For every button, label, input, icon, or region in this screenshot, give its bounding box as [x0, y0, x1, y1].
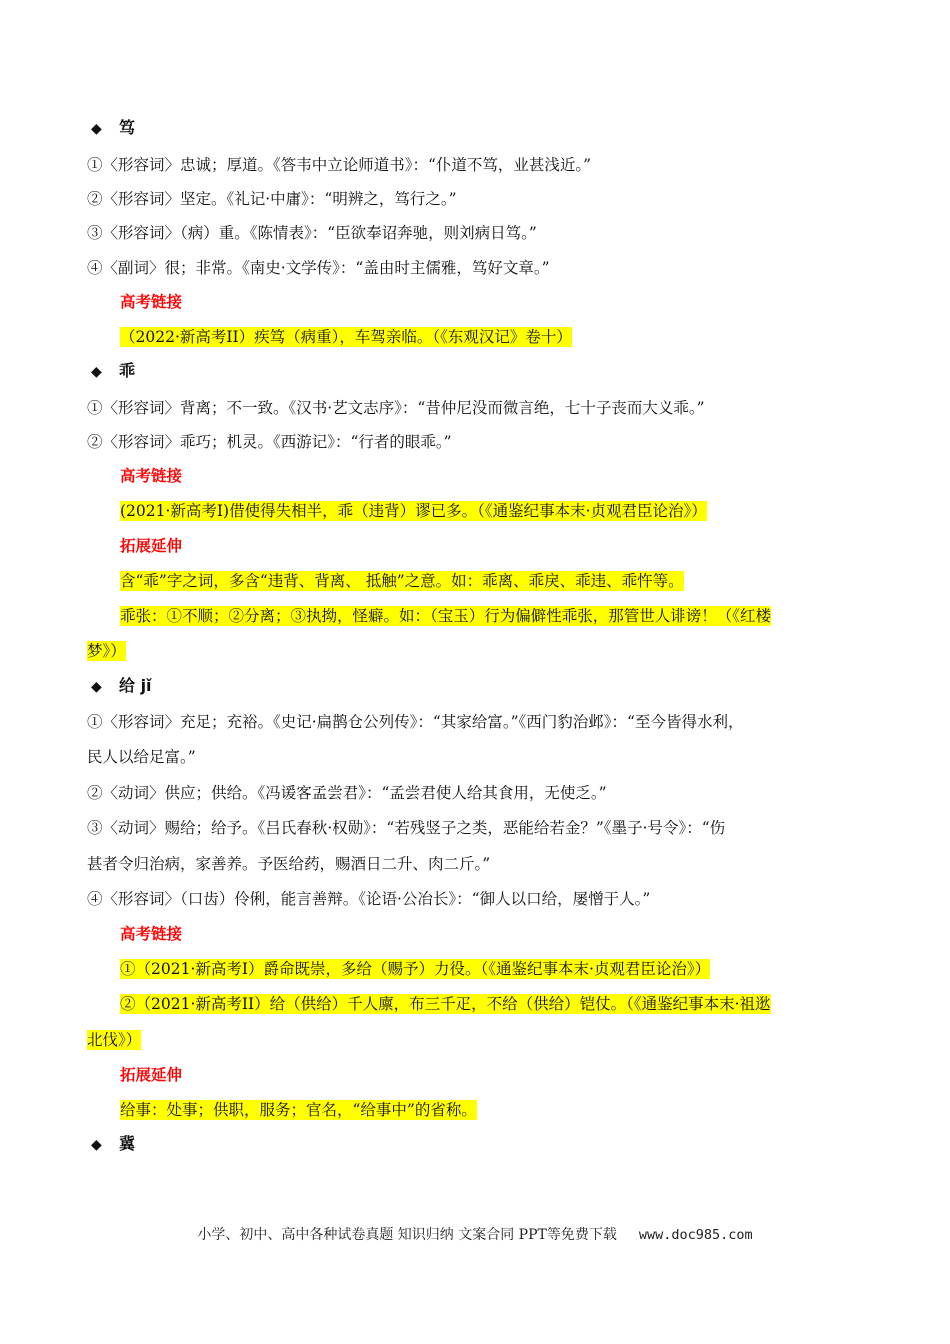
entry-heading-du: ◆ 笃 [87, 116, 135, 141]
sense-line: ④〈形容词〉（口齿）伶俐，能言善辩。《论语·公冶长》：“御人以口给，屡憎于人。” [87, 890, 651, 908]
gaokao-example: 北伐》） [87, 1031, 142, 1049]
sense-line: ①〈形容词〉忠诚；厚道。《答韦中立论师道书》：“仆道不笃，业甚浅近。” [87, 156, 592, 174]
gaokao-example: (2021·新高考I)借使得失相半，乖（违背）谬已多。（《通鉴纪事本末·贞观君臣论治》） [120, 502, 707, 520]
extension-text: 给事：处事；供职，服务；官名，“给事中”的省称。 [120, 1101, 477, 1119]
extension-text: 乖张：①不顺；②分离；③执拗，怪癖。如：（宝玉）行为偏僻性乖张，那管世人诽谤！（《红楼 [120, 607, 772, 625]
page-footer [0, 1224, 950, 1244]
sense-line: ②〈动词〉供应；供给。《冯谖客孟尝君》：“孟尝君使人给其食用，无使乏。” [87, 784, 607, 802]
sense-line: ④〈副词〉很；非常。《南史·文学传》：“盖由时主儒雅，笃好文章。” [87, 259, 550, 277]
sense-line: ③〈形容词〉（病）重。《陈情表》：“臣欲奉诏奔驰，则刘病日笃。” [87, 224, 537, 242]
sense-line: ②〈形容词〉乖巧；机灵。《西游记》：“行者的眼乖。” [87, 433, 452, 451]
sense-line: ③〈动词〉赐给；给予。《吕氏春秋·权勋》：“若残竖子之类，恶能给若金？”《墨子·号令》：“伤 [87, 819, 726, 837]
extension-text: 梦》） [87, 642, 126, 660]
gaokao-label: 高考链接 [120, 467, 183, 485]
footer-url[interactable]: www.doc985.com [638, 1227, 753, 1243]
gaokao-example: ①（2021·新高考I）爵命既崇，多给（赐予）力役。（《通鉴纪事本末·贞观君臣论治》） [120, 960, 711, 978]
footer-text: 小学、初中、高中各种试卷真题 知识归纳 文案合同 PPT等免费下载 [197, 1227, 617, 1243]
sense-line: 民人以给足富。” [87, 748, 196, 766]
entry-heading-guai: ◆ 乖 [87, 359, 135, 384]
diamond-bullet-icon: ◆ [91, 1137, 102, 1153]
sense-line: ①〈形容词〉背离；不一致。《汉书·艺文志序》：“昔仲尼没而微言绝，七十子丧而大义乖。” [87, 399, 705, 417]
sense-line: 甚者令归治病，家善养。予医给药，赐酒日二升、肉二斤。” [87, 855, 491, 873]
extension-label: 拓展延伸 [120, 1066, 183, 1084]
entry-heading-ji: ◆ 给 jǐ [87, 674, 152, 699]
diamond-bullet-icon: ◆ [91, 679, 102, 695]
gaokao-example: ②（2021·新高考II）给（供给）千人廪，布三千疋，不给（供给）铠仗。（《通鉴纪事本末·祖逖 [120, 995, 771, 1013]
gaokao-label: 高考链接 [120, 925, 183, 943]
gaokao-example: （2022·新高考II）疾笃（病重），车驾亲临。（《东观汉记》卷十） [120, 328, 572, 346]
sense-line: ②〈形容词〉坚定。《礼记·中庸》：“明辨之，笃行之。” [87, 190, 457, 208]
entry-heading-ji2: ◆ 冀 [87, 1132, 135, 1157]
extension-label: 拓展延伸 [120, 537, 183, 555]
extension-text: 含“乖”字之词，多含“违背、背离、 抵触”之意。如：乖离、乖戾、乖违、乖忤等。 [120, 572, 684, 590]
gaokao-label: 高考链接 [120, 293, 183, 311]
diamond-bullet-icon: ◆ [91, 121, 102, 137]
sense-line: ①〈形容词〉充足；充裕。《史记·扁鹊仓公列传》：“其家给富。”《西门豹治邺》：“至今皆得水利， [87, 713, 744, 731]
diamond-bullet-icon: ◆ [91, 364, 102, 380]
